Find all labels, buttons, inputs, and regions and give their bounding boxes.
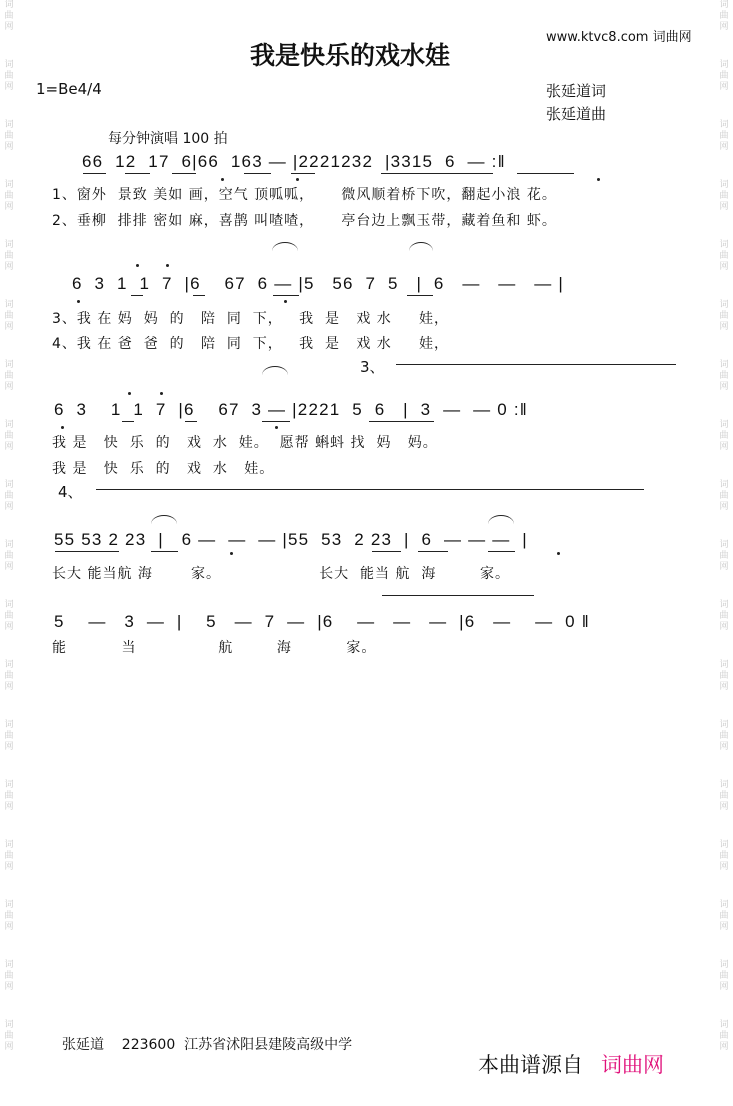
row1-underline — [517, 173, 574, 174]
right-watermark-strip — [717, 0, 731, 1106]
row2-underline — [131, 295, 143, 296]
site-watermark: www.ktvc8.com 词曲网 — [546, 30, 692, 45]
side-watermark-text: 词 曲 网 — [4, 0, 14, 32]
side-watermark-text: 词 曲 网 — [719, 180, 729, 212]
side-watermark-text: 词 曲 网 — [719, 0, 729, 32]
side-watermark-text: 词 曲 网 — [4, 780, 14, 812]
verse-3-lyrics: 3、我 在 妈 妈 的 陪 同 下， 我 是 戏 水 娃， — [52, 311, 450, 327]
row1-low-dot — [221, 178, 224, 181]
side-watermark-text: 词 曲 网 — [4, 960, 14, 992]
row1-underline — [244, 173, 271, 174]
author-address: 张延道 223600 江苏省沭阳县建陵高级中学 — [62, 1037, 353, 1053]
row2-underline — [193, 295, 205, 296]
volta-4-line — [96, 489, 644, 490]
row2-notes: 6 3 1 1 7 |6 67 6 — |5 56 7 5 | 6 — — — | — [72, 274, 565, 293]
row3-underline — [122, 421, 134, 422]
row4-underline — [488, 551, 515, 552]
row4-notes: 55 53 2 23 | 6 — — — |55 53 2 23 | 6 — — — | — [54, 530, 528, 549]
row3-high-dot — [128, 392, 131, 395]
side-watermark-text: 词 曲 网 — [719, 960, 729, 992]
row2-low-dot — [77, 300, 80, 303]
side-watermark-text: 词 曲 网 — [719, 480, 729, 512]
row3-slur — [262, 366, 288, 375]
row3-notes: 6 3 1 1 7 |6 67 3 — |2221 5 6 | 3 — — 0 :‖ — [54, 400, 529, 419]
side-watermark-text: 词 曲 网 — [719, 420, 729, 452]
source-label: 本曲谱源自 — [478, 1053, 583, 1077]
volta-3-label: 3、 — [360, 358, 385, 376]
row1-low-dot — [296, 178, 299, 181]
volta-3-line — [396, 364, 676, 365]
row2-low-dot — [284, 300, 287, 303]
side-watermark-text: 词 曲 网 — [4, 480, 14, 512]
verse-4-lyrics: 4、我 在 爸 爸 的 陪 同 下， 我 是 戏 水 娃， — [52, 336, 450, 352]
volta-4-label: 4、 — [58, 483, 83, 501]
row4-underline — [55, 551, 119, 552]
side-watermark-text: 词 曲 网 — [4, 900, 14, 932]
side-watermark-text: 词 曲 网 — [719, 360, 729, 392]
row2-underline — [407, 295, 433, 296]
row2-underline — [273, 295, 299, 296]
row4-underline — [151, 551, 178, 552]
source-credit — [478, 1049, 664, 1079]
side-watermark-text: 词 曲 网 — [719, 900, 729, 932]
side-watermark-text: 词 曲 网 — [719, 600, 729, 632]
side-watermark-text: 词 曲 网 — [719, 780, 729, 812]
row3-low-dot — [275, 426, 278, 429]
row3-high-dot — [160, 392, 163, 395]
row4-low-dot — [230, 552, 233, 555]
side-watermark-text: 词 曲 网 — [4, 540, 14, 572]
left-watermark-strip — [2, 0, 16, 1106]
side-watermark-text: 词 曲 网 — [4, 600, 14, 632]
tempo-marking: 每分钟演唱 100 拍 — [108, 131, 228, 147]
row2-high-dot — [166, 264, 169, 267]
side-watermark-text: 词 曲 网 — [4, 180, 14, 212]
row2-high-dot — [136, 264, 139, 267]
row1-notes: 66 12 17 6|66 163 — |2221232 |3315 6 — :‖ — [82, 152, 506, 171]
row1-underline — [125, 173, 150, 174]
row1-underline — [291, 173, 315, 174]
row4-low-dot — [557, 552, 560, 555]
key-signature: 1=Be4/4 — [36, 80, 102, 98]
side-watermark-text: 词 曲 网 — [719, 540, 729, 572]
row4-slur — [488, 515, 514, 524]
side-watermark-text: 词 曲 网 — [4, 300, 14, 332]
side-watermark-text: 词 曲 网 — [719, 60, 729, 92]
row5-tie — [382, 595, 534, 596]
side-watermark-text: 词 曲 网 — [4, 840, 14, 872]
source-site-link[interactable]: 词曲网 — [601, 1053, 664, 1077]
row1-underline — [172, 173, 196, 174]
side-watermark-text: 词 曲 网 — [719, 1020, 729, 1052]
row4-underline — [418, 551, 448, 552]
side-watermark-text: 词 曲 网 — [4, 720, 14, 752]
verse-2-lyrics: 2、垂柳 排排 密如 麻，喜鹊 叫喳喳， 亭台边上飘玉带，藏着鱼和 虾。 — [52, 213, 557, 229]
side-watermark-text: 词 曲 网 — [719, 660, 729, 692]
row2-slur — [272, 242, 298, 251]
side-watermark-text: 词 曲 网 — [719, 240, 729, 272]
side-watermark-text: 词 曲 网 — [719, 300, 729, 332]
row3-lyrics-2: 我 是 快 乐 的 戏 水 娃。 — [52, 461, 275, 477]
row3-underline — [369, 421, 434, 422]
row3-underline — [185, 421, 197, 422]
row3-lyrics-1: 我 是 快 乐 的 戏 水 娃。 愿帮 蝌蚪 找 妈 妈。 — [52, 435, 438, 451]
row1-underline — [381, 173, 493, 174]
row2-slur — [409, 242, 433, 251]
verse-1-lyrics: 1、窗外 景致 美如 画，空气 顶呱呱， 微风顺着桥下吹，翻起小浪 花。 — [52, 187, 557, 203]
side-watermark-text: 词 曲 网 — [4, 1020, 14, 1052]
side-watermark-text: 词 曲 网 — [4, 360, 14, 392]
side-watermark-text: 词 曲 网 — [4, 240, 14, 272]
row3-underline — [262, 421, 290, 422]
row5-lyrics: 能 当 航 海 家。 — [52, 640, 377, 656]
side-watermark-text: 词 曲 网 — [719, 120, 729, 152]
composer: 张延道曲 — [546, 105, 607, 123]
lyricist: 张延道词 — [546, 82, 607, 100]
side-watermark-text: 词 曲 网 — [4, 660, 14, 692]
row3-low-dot — [61, 426, 64, 429]
side-watermark-text: 词 曲 网 — [719, 840, 729, 872]
row4-lyrics: 长大 能当航 海 家。 长大 能当 航 海 家。 — [52, 566, 511, 582]
side-watermark-text: 词 曲 网 — [719, 720, 729, 752]
side-watermark-text: 词 曲 网 — [4, 120, 14, 152]
side-watermark-text: 词 曲 网 — [4, 60, 14, 92]
row5-notes: 5 — 3 — | 5 — 7 — |6 — — — |6 — — 0 ‖ — [54, 612, 590, 631]
row4-underline — [372, 551, 401, 552]
song-title: 我是快乐的戏水娃 — [250, 41, 451, 70]
side-watermark-text: 词 曲 网 — [4, 420, 14, 452]
row4-slur — [151, 515, 177, 524]
row1-low-dot — [597, 178, 600, 181]
row1-underline — [83, 173, 106, 174]
